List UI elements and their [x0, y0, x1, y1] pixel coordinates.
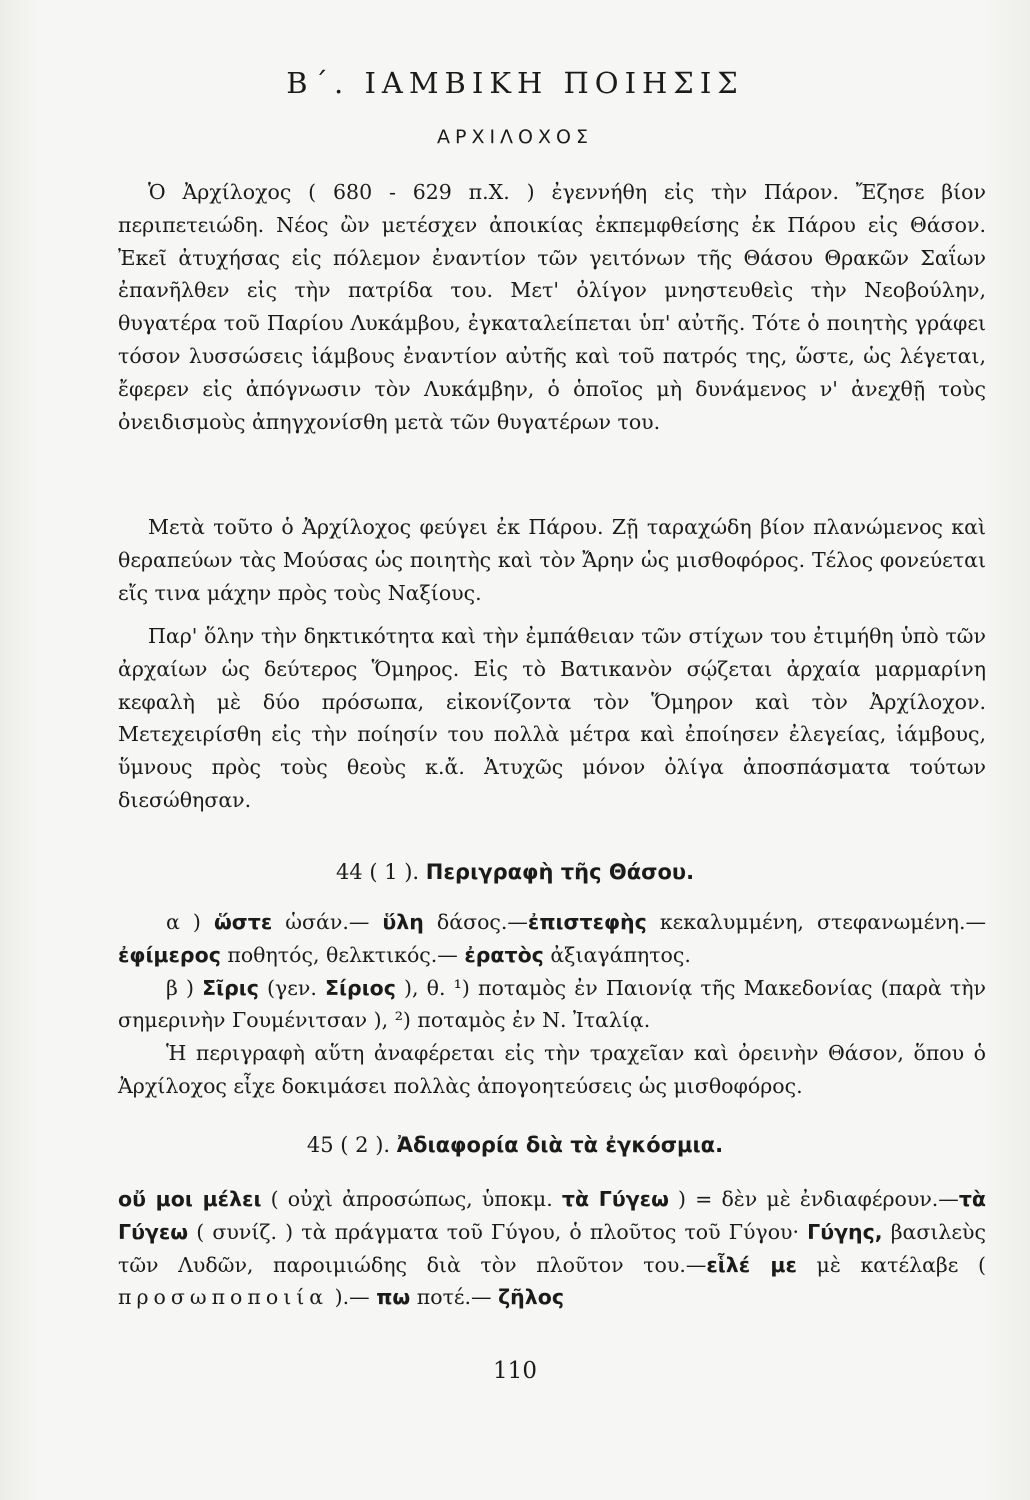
fragment-44-number: 44 ( 1 ). — [335, 860, 420, 884]
fragment-44-notes — [118, 906, 986, 1103]
gloss: βασιλεὺς τῶν Λυδῶν, παροιμιώδης διὰ τὸν πλοῦτον του.— — [118, 1219, 986, 1277]
gloss: ὡσάν.— — [272, 910, 383, 934]
gloss: δάσος.— — [423, 910, 528, 934]
term: ζῆλος — [498, 1285, 564, 1310]
gloss: ) = δὲν μὲ ἐνδιαφέρουν.— — [668, 1187, 959, 1211]
fragment-45-number: 45 ( 2 ). — [306, 1133, 391, 1157]
term: εἷλέ με — [706, 1252, 797, 1277]
fragment-44-title: Περιγραφὴ τῆς Θάσου. — [425, 860, 695, 884]
works-paragraph-block — [118, 620, 986, 817]
gloss: κεκαλυμμένη, στεφανωμένη.— — [646, 910, 986, 934]
term: ἐπιστεφὴς — [527, 910, 647, 934]
gloss: ), θ. ¹) ποταμὸς ἐν Παιονίᾳ τῆς Μακεδονίας (παρὰ τὴν σημερινὴν Γουμένιτσαν ), ²) ποταμὸς ἐν Ν. Ἰταλίᾳ. — [118, 975, 986, 1033]
term: Γύγης, — [807, 1219, 883, 1244]
term: ἐρατὸς — [464, 942, 544, 967]
gloss: ).— — [328, 1285, 377, 1310]
gloss: ( συνίζ. ) τὰ πράγματα τοῦ Γύγου, ὁ πλοῦτος τοῦ Γύγου· — [188, 1219, 808, 1244]
term: ὥστε — [213, 910, 273, 934]
note-alpha-marker: α ) — [166, 910, 201, 934]
fragment-45-heading — [0, 1133, 1030, 1157]
term: ὕλη — [382, 910, 424, 934]
fragment-44-comment: Ἡ περιγραφὴ αὕτη ἀναφέρεται εἰς τὴν τραχεῖαν καὶ ὀρεινὴν Θάσον, ὅπου ὁ Ἀρχίλοχος εἶχε δοκιμάσει πολλὰς ἀπογοητεύσεις ὡς μισθοφόρος. — [118, 1041, 986, 1098]
life-paragraph-block — [118, 511, 986, 609]
fragment-45-notes — [118, 1183, 986, 1314]
gloss: (γεν. — [258, 975, 326, 1000]
term: Σῖρις — [202, 975, 259, 1000]
life-paragraph: Μετὰ τοῦτο ὁ Ἀρχίλοχος φεύγει ἐκ Πάρου. Ζῇ ταραχώδη βίον πλανώμενος καὶ θεραπεύων τὰς Μούσας ὡς ποιητὴς καὶ τὸν Ἄρην ὡς μισθοφόρος. Τέλος φονεύεται εἴς τινα μάχην πρὸς τοὺς Ναξίους. — [118, 515, 986, 605]
works-paragraph: Παρ' ὅλην τὴν δηκτικότητα καὶ τὴν ἐμπάθειαν τῶν στίχων του ἐτιμήθη ὑπὸ τῶν ἀρχαίων ὡς δεύτερος Ὅμηρος. Εἰς τὸ Βατικανὸν σῴζεται ἀρχαία μαρμαρίνη κεφαλὴ μὲ δύο πρόσωπα, εἰκονίζοντα τὸν Ὅμηρον καὶ τὸν Ἀρχίλοχον. Μετεχειρίσθη εἰς τὴν ποίησίν του πολλὰ μέτρα καὶ ἐποίησεν ἐλεγείας, ἰάμβους, ὕμνους πρὸς τοὺς θεοὺς κ.ἄ. Ἀτυχῶς μόνον ὀλίγα ἀποσπάσματα τούτων διεσώθησαν. — [118, 624, 986, 812]
gloss: ( οὐχὶ ἀπροσώπως, ὑποκμ. — [261, 1187, 562, 1211]
author-title: ΑΡΧΙΛΟΧΟΣ — [436, 126, 593, 148]
fragment-44-heading — [0, 860, 1030, 884]
page-number: 110 — [493, 1358, 537, 1384]
spaced-term: προσωποποιία — [118, 1285, 329, 1310]
gloss: μὲ κατέλαβε ( — [796, 1252, 986, 1277]
note-alpha — [118, 906, 986, 972]
note-beta — [118, 972, 986, 1038]
gloss: ἀξιαγάπητος. — [543, 942, 691, 967]
gloss: ποθητός, θελκτικός.— — [220, 942, 465, 967]
note-beta-marker: β ) — [166, 975, 194, 1000]
section-title: Β΄. ΙΑΜΒΙΚΗ ΠΟΙΗΣΙΣ — [286, 66, 744, 100]
term: τὰ Γύγεω — [561, 1187, 669, 1211]
fragment-45-title: Ἀδιαφορία διὰ τὰ ἐγκόσμια. — [396, 1133, 724, 1157]
fragment-45-glosses — [118, 1183, 986, 1314]
term: ἐφίμερος — [118, 942, 221, 967]
intro-paragraph-block — [118, 176, 986, 438]
term: τὰ Γύγεω — [118, 1187, 986, 1244]
term: Σίριος — [325, 975, 396, 1000]
term: πω — [376, 1285, 411, 1310]
gloss: ποτέ.— — [410, 1285, 499, 1310]
intro-paragraph: Ὁ Ἀρχίλοχος ( 680 - 629 π.Χ. ) ἐγεννήθη εἰς τὴν Πάρον. Ἔζησε βίον περιπετειώδη. Νέος ὢν μετέσχεν ἀποικίας ἐκπεμφθείσης ἐκ Πάρου εἰς Θάσον. Ἐκεῖ ἀτυχήσας εἰς πόλεμον ἐναντίον τῶν γειτόνων τῆς Θάσου Θρακῶν Σαΐων ἐπανῆλθεν εἰς τὴν πατρίδα του. Μετ' ὀλίγον μνηστευθεὶς τὴν Νεοβούλην, θυγατέρα τοῦ Παρίου Λυκάμβου, ἐγκαταλείπεται ὑπ' αὐτῆς. Τότε ὁ ποιητὴς γράφει τόσον λυσσώσεις ἰάμβους ἐναντίον αὐτῆς καὶ τοῦ πατρός της, ὥστε, ὡς λέγεται, ἔφερεν εἰς ἀπόγνωσιν τὸν Λυκάμβην, ὁ ὁποῖος μὴ δυνάμενος ν' ἀνεχθῇ τοὺς ὀνειδισμοὺς ἀπηγχονίσθη μετὰ τῶν θυγατέρων του. — [118, 180, 986, 434]
term: οὔ μοι μέλει — [118, 1187, 262, 1211]
